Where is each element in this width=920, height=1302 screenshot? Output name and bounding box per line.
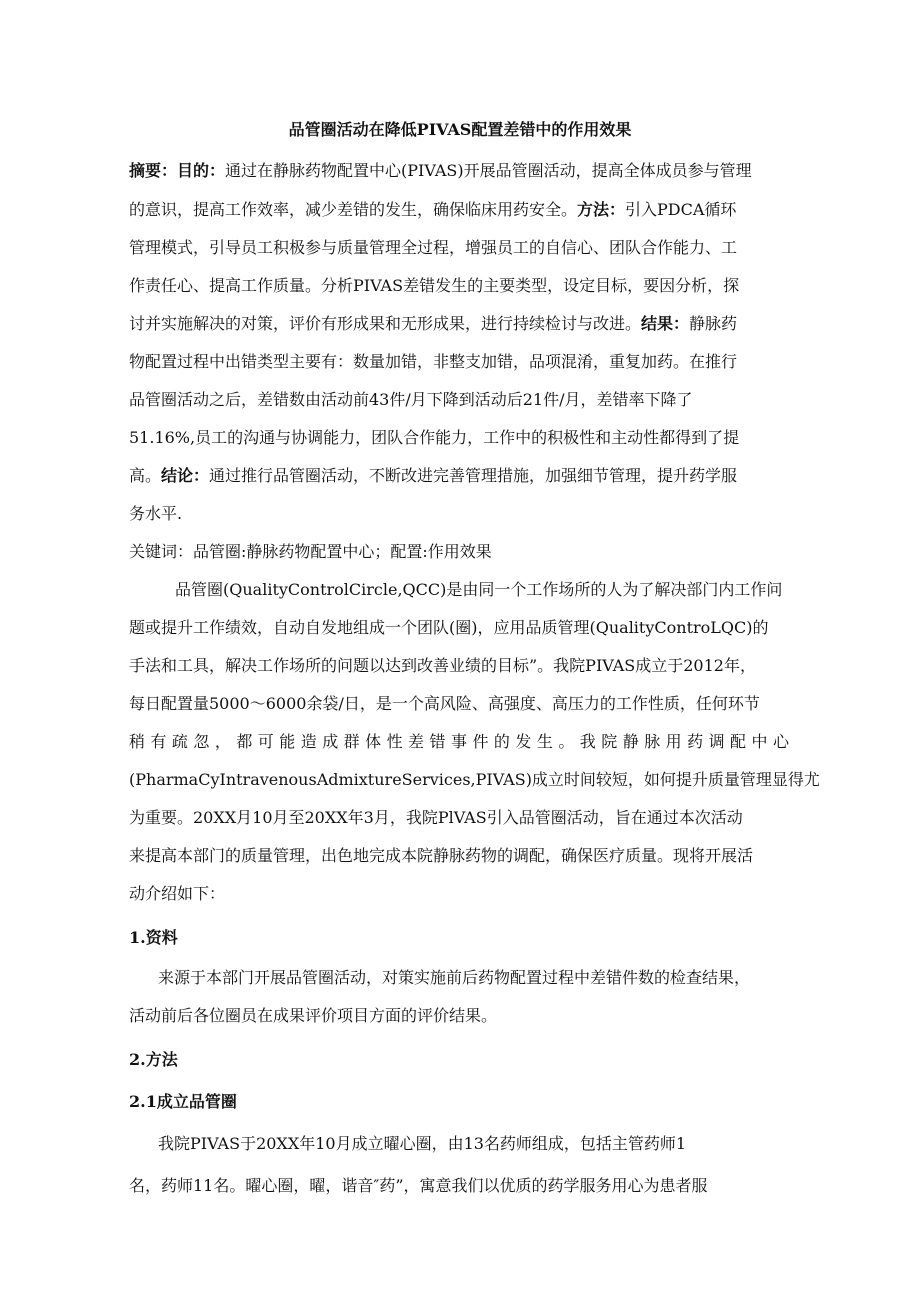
section-1-line-2: 活动前后各位圈员在成果评价项目方面的评价结果。 (129, 1006, 498, 1025)
abstract-line-4: 作责任心、提高工作质量。分析PIVAS差错发生的主要类型，设定目标，要因分析，探 (129, 276, 740, 295)
section-2-heading: 2.方法 (129, 1050, 178, 1069)
keywords: 关键词：品管圈:静脉药物配置中心；配置:作用效果 (129, 542, 492, 561)
intro-line-8: 来提高本部门的质量管理，出色地完成本院静脉药物的调配，确保医疗质量。现将开展活 (129, 846, 754, 865)
abstract-line-1 (129, 161, 752, 181)
intro-line-9: 动介绍如下： (129, 884, 226, 903)
abstract-text: 的意识，提高工作效率，减少差错的发生，确保临床用药安全。 (129, 200, 578, 219)
intro-line-6: (PharmaCyIntravenousAdmixtureServices,PIVAS)成立时间较短，如何提升质量管理显得尤 (129, 770, 820, 789)
section-1-heading: 1.资料 (129, 928, 178, 947)
intro-line-7: 为重要。20XX月10月至20XX年3月，我院PlVAS引入品管圈活动，旨在通过本次活动 (129, 808, 743, 827)
purpose-label: 目的： (177, 161, 226, 180)
abstract-text: 讨并实施解决的对策，评价有形成果和无形成果，进行持续检讨与改进。 (129, 314, 642, 333)
section-2-1-line-2: 名，药师11名。曜心圈，曜，谐音″药”，寓意我们以优质的药学服务用心为患者服 (129, 1176, 708, 1195)
conclusion-label: 结论： (161, 466, 210, 485)
abstract-text: 通过推行品管圈活动，不断改进完善管理措施，加强细节管理，提升药学服 (209, 466, 738, 485)
intro-line-2: 题或提升工作绩效，自动自发地组成一个团队(圈)，应用品质管理(QualityControLQC)的 (129, 618, 769, 637)
abstract-line-2 (129, 200, 736, 220)
abstract-line-7: 品管圈活动之后，差错数由活动前43件/月下降到活动后21件/月，差错率下降了 (129, 390, 693, 409)
abstract-line-10: 务水平. (129, 504, 183, 523)
abstract-label: 摘要： (129, 161, 178, 180)
section-2-1-heading: 2.1成立品管圈 (129, 1092, 237, 1111)
intro-line-4: 每日配置量5000～6000余袋/日，是一个高风险、高强度、高压力的工作性质，任何环节 (129, 694, 760, 713)
abstract-text: 高。 (129, 466, 162, 485)
abstract-line-9 (129, 466, 737, 486)
intro-line-3: 手法和工具，解决工作场所的问题以达到改善业绩的目标”。我院PIVAS成立于2012年， (129, 656, 756, 675)
result-label: 结果： (641, 314, 690, 333)
abstract-line-5 (129, 314, 737, 334)
intro-line-1: 品管圈(QualityControlCircle,QCC)是由同一个工作场所的人为了解决部门内工作问 (175, 580, 783, 599)
section-2-1-line-1: 我院PIVAS于20XX年10月成立曜心圈，由13名药师组成，包括主管药师1 (158, 1134, 687, 1153)
document-title: 品管圈活动在降低PIVAS配置差错中的作用效果 (288, 120, 632, 139)
intro-line-5: 稍有疏忽，都可能造成群体性差错事件的发生。我院静脉用药调配中心 (129, 732, 789, 751)
abstract-line-3: 管理模式，引导员工积极参与质量管理全过程，增强员工的自信心、团队合作能力、工 (129, 238, 738, 257)
abstract-text: 通过在静脉药物配置中心(PIVAS)开展品管圈活动，提高全体成员参与管理 (225, 161, 752, 180)
abstract-line-8: 51.16%,员工的沟通与协调能力，团队合作能力，工作中的积极性和主动性都得到了提 (129, 428, 740, 447)
abstract-text: 引入PDCA循环 (625, 200, 737, 219)
abstract-text: 静脉药 (689, 314, 738, 333)
method-label: 方法： (577, 200, 626, 219)
section-1-line-1: 来源于本部门开展品管圈活动，对策实施前后药物配置过程中差错件数的检查结果， (158, 968, 751, 987)
abstract-line-6: 物配置过程中出错类型主要有：数量加错，非整支加错，品项混淆，重复加药。在推行 (129, 352, 738, 371)
